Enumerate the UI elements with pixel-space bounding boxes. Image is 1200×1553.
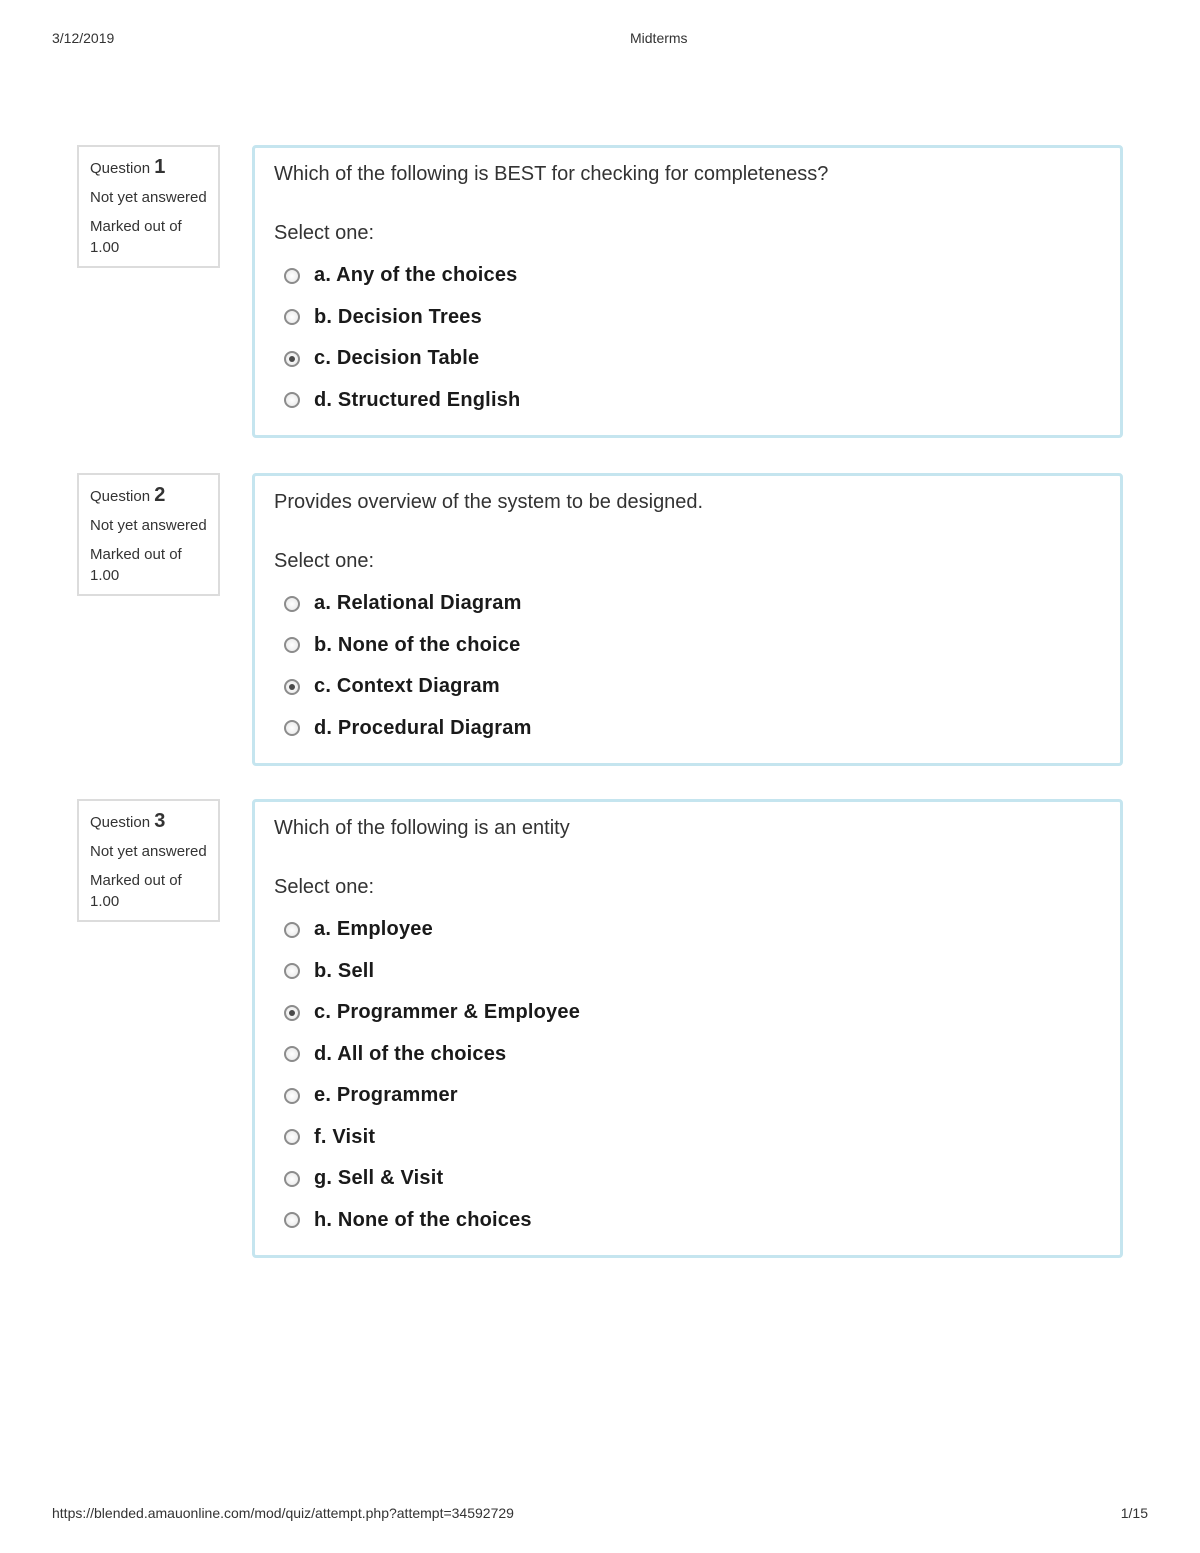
- answer-option[interactable]: [274, 338, 1101, 380]
- answer-option[interactable]: [274, 1034, 1101, 1076]
- radio-button[interactable]: [284, 1046, 300, 1062]
- radio-button[interactable]: [284, 1088, 300, 1104]
- answer-label[interactable]: d. Procedural Diagram: [314, 716, 532, 739]
- answer-option[interactable]: [274, 909, 1101, 951]
- question-number-value: 3: [154, 810, 166, 832]
- question-label: Question: [90, 160, 151, 177]
- question-content: [252, 473, 1123, 766]
- print-date: 3/12/2019: [52, 30, 115, 46]
- question-number-value: 2: [154, 484, 166, 506]
- answer-option[interactable]: [274, 1158, 1101, 1200]
- answer-label[interactable]: g. Sell & Visit: [314, 1167, 444, 1190]
- answer-option[interactable]: [274, 708, 1101, 750]
- answer-label[interactable]: d. Structured English: [314, 388, 521, 411]
- radio-button[interactable]: [284, 309, 300, 325]
- question-state: Not yet answered: [90, 517, 207, 534]
- answer-label[interactable]: c. Decision Table: [314, 347, 480, 370]
- question-text: Provides overview of the system to be designed.: [274, 491, 704, 513]
- question-state: Not yet answered: [90, 843, 207, 860]
- radio-button[interactable]: [284, 392, 300, 408]
- answer-label[interactable]: d. All of the choices: [314, 1042, 507, 1065]
- radio-button[interactable]: [284, 637, 300, 653]
- answer-option[interactable]: [274, 380, 1101, 422]
- question-info: [77, 473, 220, 596]
- answer-option[interactable]: [274, 951, 1101, 993]
- question-grade: Marked out of 1.00: [90, 218, 182, 256]
- print-url: https://blended.amauonline.com/mod/quiz/attempt.php?attempt=34592729: [52, 1505, 514, 1521]
- radio-button[interactable]: [284, 720, 300, 736]
- question-text: Which of the following is BEST for checking for completeness?: [274, 163, 829, 185]
- answer-label[interactable]: c. Context Diagram: [314, 675, 500, 698]
- answer-label[interactable]: b. Sell: [314, 959, 375, 982]
- answer-label[interactable]: a. Any of the choices: [314, 264, 518, 287]
- radio-button[interactable]: [284, 1212, 300, 1228]
- question-state: Not yet answered: [90, 189, 207, 206]
- question-number: [90, 811, 208, 833]
- select-prompt: Select one:: [274, 222, 375, 244]
- question-text: Which of the following is an entity: [274, 817, 570, 839]
- radio-button-checked[interactable]: [284, 1005, 300, 1021]
- answer-label[interactable]: b. None of the choice: [314, 633, 521, 656]
- select-prompt: Select one:: [274, 550, 375, 572]
- answer-label[interactable]: a. Relational Diagram: [314, 592, 522, 615]
- radio-button[interactable]: [284, 922, 300, 938]
- radio-button[interactable]: [284, 963, 300, 979]
- answer-option[interactable]: [274, 255, 1101, 297]
- print-page-number: 1/15: [1120, 1505, 1148, 1521]
- answer-option[interactable]: [274, 1117, 1101, 1159]
- question-info: [77, 145, 220, 268]
- answer-label[interactable]: a. Employee: [314, 918, 433, 941]
- answer-label[interactable]: f. Visit: [314, 1125, 376, 1148]
- radio-button[interactable]: [284, 596, 300, 612]
- question-number-value: 1: [154, 156, 166, 178]
- answer-list: [274, 909, 1101, 1241]
- print-title: Midterms: [630, 30, 688, 46]
- question-label: Question: [90, 814, 151, 831]
- answer-option[interactable]: [274, 625, 1101, 667]
- question-number: [90, 485, 208, 507]
- answer-label[interactable]: h. None of the choices: [314, 1208, 532, 1231]
- answer-list: [274, 255, 1101, 421]
- question-info: [77, 799, 220, 922]
- answer-option[interactable]: [274, 297, 1101, 339]
- answer-option[interactable]: [274, 666, 1101, 708]
- answer-option[interactable]: [274, 1075, 1101, 1117]
- question-grade: Marked out of 1.00: [90, 546, 182, 584]
- radio-button[interactable]: [284, 1129, 300, 1145]
- radio-button[interactable]: [284, 1171, 300, 1187]
- radio-button[interactable]: [284, 268, 300, 284]
- select-prompt: Select one:: [274, 876, 375, 898]
- question-content: [252, 145, 1123, 438]
- answer-option[interactable]: [274, 583, 1101, 625]
- answer-label[interactable]: c. Programmer & Employee: [314, 1001, 581, 1024]
- radio-button-checked[interactable]: [284, 679, 300, 695]
- answer-label[interactable]: e. Programmer: [314, 1084, 458, 1107]
- radio-button-checked[interactable]: [284, 351, 300, 367]
- question-content: [252, 799, 1123, 1258]
- answer-label[interactable]: b. Decision Trees: [314, 305, 482, 328]
- question-label: Question: [90, 488, 151, 505]
- question-grade: Marked out of 1.00: [90, 872, 182, 910]
- answer-option[interactable]: [274, 992, 1101, 1034]
- question-number: [90, 157, 208, 179]
- answer-option[interactable]: [274, 1200, 1101, 1242]
- answer-list: [274, 583, 1101, 749]
